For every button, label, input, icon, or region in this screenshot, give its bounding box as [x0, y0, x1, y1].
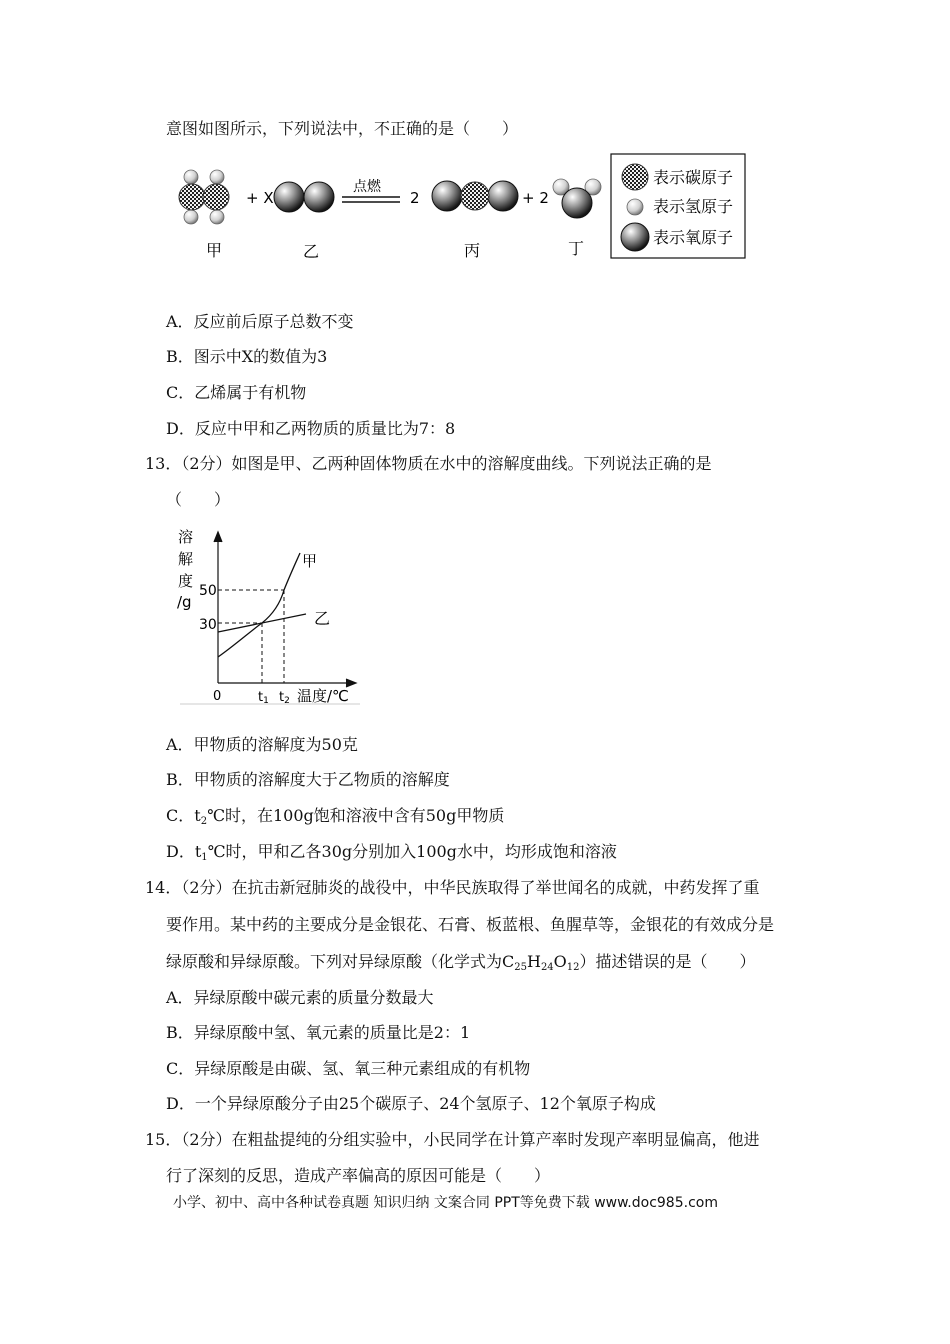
q13-option-a: A．甲物质的溶解度为50克	[166, 735, 358, 754]
ylabel-2: 解	[178, 550, 194, 568]
q12-option-c: C．乙烯属于有机物	[166, 383, 307, 402]
origin-label: 0	[213, 689, 222, 704]
label-yi: 乙	[303, 242, 320, 261]
q13-option-c: C．$t_2℃$时，在100g饱和溶液中含有50g甲物质	[166, 806, 505, 827]
xtick-t1: t1	[258, 690, 269, 706]
q12-option-b: B．图示中X的数值为3	[166, 347, 328, 366]
q15-line1: 15．（2分）在粗盐提纯的分组实验中，小民同学在计算产率时发现产率明显偏高，他进	[145, 1130, 760, 1149]
ethylene-molecule	[179, 170, 229, 224]
q13-option-d: D．$t_1℃$时，甲和乙各30g分别加入100g水中，均形成饱和溶液	[166, 842, 617, 863]
atom-legend	[611, 154, 745, 258]
water-molecule	[553, 179, 601, 218]
carbon-dioxide-molecule	[432, 181, 518, 211]
oxygen-molecule	[274, 182, 334, 212]
q12-option-d: D．反应中甲和乙两物质的质量比为7：8	[166, 419, 456, 438]
q14-line3: 绿原酸和异绿原酸。下列对异绿原酸（化学式为$C_{25}H_{24}O_{12}$）描述错误的是（ ）	[166, 952, 756, 973]
q12-option-a: A．反应前后原子总数不变	[166, 312, 354, 331]
q15-line2: 行了深刻的反思，造成产率偏高的原因可能是（ ）	[166, 1166, 551, 1185]
xlabel: 温度/℃	[297, 687, 349, 705]
label-bing: 丙	[464, 241, 481, 260]
series-label-yi: 乙	[314, 609, 331, 628]
ylabel-4: /g	[177, 593, 192, 611]
series-label-jia: 甲	[302, 552, 318, 570]
reaction-condition: 点燃	[353, 179, 381, 195]
curve-jia	[218, 553, 300, 657]
reaction-diagram	[170, 150, 750, 265]
q14-line2: 要作用。某中药的主要成分是金银花、石膏、板蓝根、鱼腥草等，金银花的有效成分是	[166, 915, 775, 934]
ytick-50: 50	[199, 583, 217, 599]
label-ding: 丁	[568, 239, 585, 258]
q13-stem-paren: （ ）	[166, 490, 231, 509]
q13-stem: 13．（2分）如图是甲、乙两种固体物质在水中的溶解度曲线。下列说法正确的是	[145, 454, 712, 473]
curve-yi	[218, 614, 306, 632]
legend-carbon: 表示碳原子	[653, 168, 734, 187]
label-jia: 甲	[206, 241, 223, 260]
q14-option-d: D．一个异绿原酸分子由25个碳原子、24个氢原子、12个氧原子构成	[166, 1094, 656, 1113]
solubility-chart	[170, 520, 370, 710]
xtick-t2: t2	[279, 690, 290, 706]
q14-option-b: B．异绿原酸中氢、氧元素的质量比是2：1	[166, 1023, 471, 1042]
page-footer: 小学、初中、高中各种试卷真题 知识归纳 文案合同 PPT等免费下载 www.doc985.com	[173, 1195, 718, 1211]
ylabel-3: 度	[178, 572, 194, 590]
plus-2-label: + 2	[522, 189, 549, 207]
plus-x-label: + X	[246, 189, 274, 207]
q12-stem-tail: 意图如图所示，下列说法中，不正确的是（ ）	[166, 119, 519, 138]
q14-line1: 14．（2分）在抗击新冠肺炎的战役中，中华民族取得了举世闻名的成就，中药发挥了重	[145, 878, 760, 897]
legend-hydrogen: 表示氢原子	[653, 197, 734, 216]
ylabel-1: 溶	[178, 528, 194, 546]
legend-oxygen: 表示氧原子	[653, 228, 734, 247]
q14-option-a: A．异绿原酸中碳元素的质量分数最大	[166, 988, 434, 1007]
q14-option-c: C．异绿原酸是由碳、氢、氧三种元素组成的有机物	[166, 1059, 531, 1078]
q13-option-b: B．甲物质的溶解度大于乙物质的溶解度	[166, 770, 450, 789]
ytick-30: 30	[199, 617, 217, 633]
coefficient-2: 2	[410, 189, 420, 207]
